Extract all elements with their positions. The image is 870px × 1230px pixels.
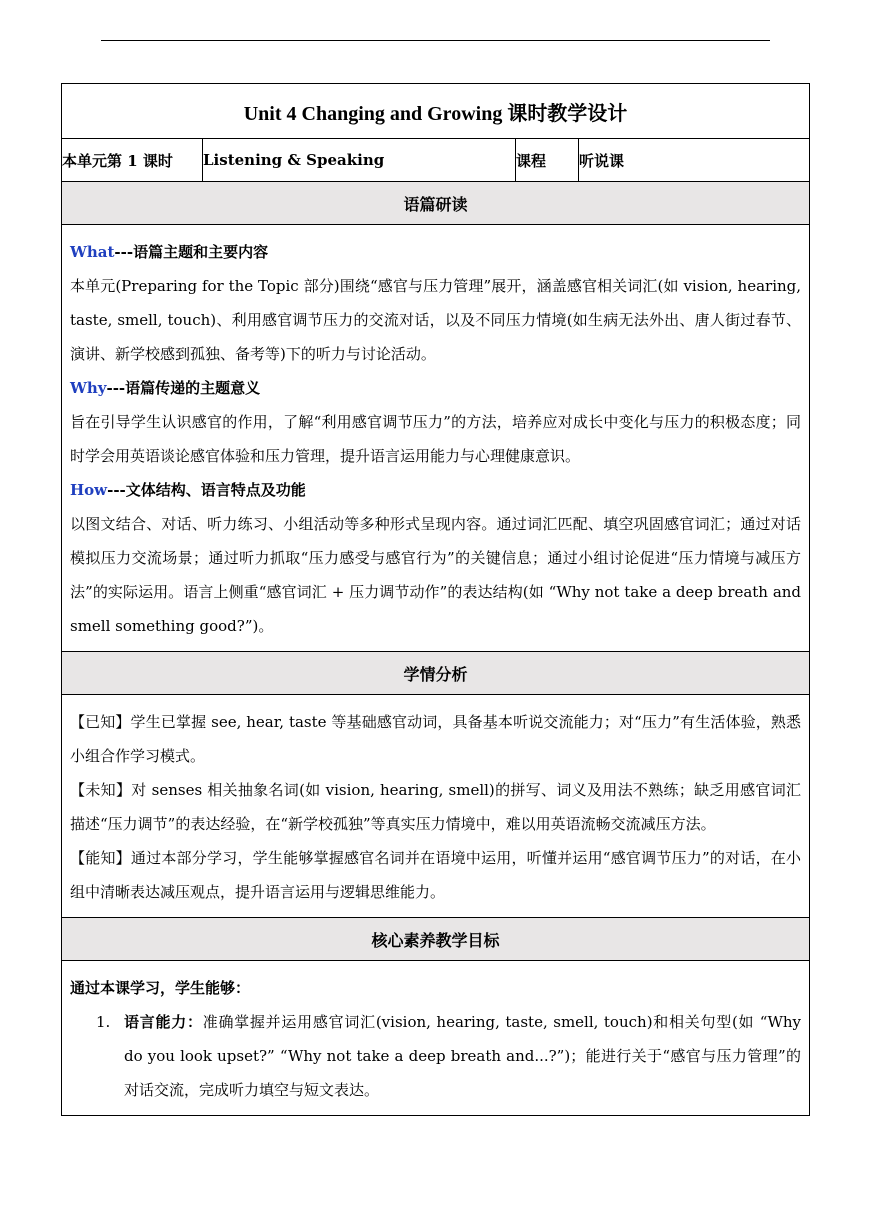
- course-value: 听说课: [579, 139, 810, 182]
- learner-analysis-header: 学情分析: [62, 652, 810, 695]
- lesson-label: 本单元第 1 课时: [62, 139, 203, 182]
- document-title: Unit 4 Changing and Growing 课时教学设计: [62, 84, 810, 139]
- learner-analysis-body: [62, 695, 810, 918]
- text-study-body: [62, 225, 810, 652]
- what-text: 本单元(Preparing for the Topic 部分)围绕“感官与压力管理”展开，涵盖感官相关词汇(如 vision, hearing, taste, smell, touch)、利用感官调节压力的交流对话，以及不同压力情境(如生病无法外出、唐人街过春节、演讲、新学校感到孤独、备考等)下的听力与讨论活动。: [70, 277, 802, 363]
- header-rule: [101, 40, 770, 41]
- objective-label: 语言能力：: [124, 1013, 203, 1031]
- text-study-header: 语篇研读: [62, 182, 810, 225]
- how-heading-text: ---文体结构、语言特点及功能: [107, 481, 306, 499]
- objectives-list: [70, 1005, 801, 1107]
- objectives-body: [62, 961, 810, 1116]
- objective-item: [70, 1005, 801, 1107]
- unknown-text: 【未知】对 senses 相关抽象名词(如 vision, hearing, smell)的拼写、词义及用法不熟练；缺乏用感官词汇描述“压力调节”的表达经验，在“新学校孤独”等真实压力情境中，难以用英语流畅交流减压方法。: [70, 781, 802, 833]
- why-text: 旨在引导学生认识感官的作用，了解“利用感官调节压力”的方法，培养应对成长中变化与压力的积极态度；同时学会用英语谈论感官体验和压力管理，提升语言运用能力与心理健康意识。: [70, 413, 802, 465]
- how-keyword: How: [70, 481, 108, 499]
- course-label: 课程: [516, 139, 579, 182]
- objective-text: 准确掌握并运用感官词汇(vision, hearing, taste, smell, touch)和相关句型(如 “Why do you look upset?” “Why not take a deep breath and...?”)；能进行关于“感官与压力管理”的对话交流，完成听力填空与短文表达。: [124, 1013, 802, 1099]
- objectives-header: 核心素养教学目标: [62, 918, 810, 961]
- lesson-value: Listening & Speaking: [203, 139, 516, 182]
- how-heading: [70, 473, 801, 507]
- what-heading-text: ---语篇主题和主要内容: [114, 243, 269, 261]
- why-keyword: Why: [70, 379, 107, 397]
- objective-number: 1.: [96, 1013, 111, 1031]
- lesson-plan-table: [61, 83, 810, 1116]
- why-heading: [70, 371, 801, 405]
- why-heading-text: ---语篇传递的主题意义: [106, 379, 261, 397]
- can-know-text: 【能知】通过本部分学习，学生能够掌握感官名词并在语境中运用，听懂并运用“感官调节压力”的对话，在小组中清晰表达减压观点，提升语言运用与逻辑思维能力。: [70, 849, 802, 901]
- how-text: 以图文结合、对话、听力练习、小组活动等多种形式呈现内容。通过词汇匹配、填空巩固感官词汇；通过对话模拟压力交流场景；通过听力抓取“压力感受与感官行为”的关键信息；通过小组讨论促进“压力情境与减压方法”的实际运用。语言上侧重“感官词汇 + 压力调节动作”的表达结构(如 “Why not take a deep breath and smell something good?”)。: [70, 515, 802, 635]
- what-keyword: What: [70, 243, 115, 261]
- objectives-intro: 通过本课学习，学生能够：: [70, 979, 251, 997]
- what-heading: [70, 235, 801, 269]
- known-text: 【已知】学生已掌握 see, hear, taste 等基础感官动词，具备基本听说交流能力；对“压力”有生活体验，熟悉小组合作学习模式。: [70, 713, 802, 765]
